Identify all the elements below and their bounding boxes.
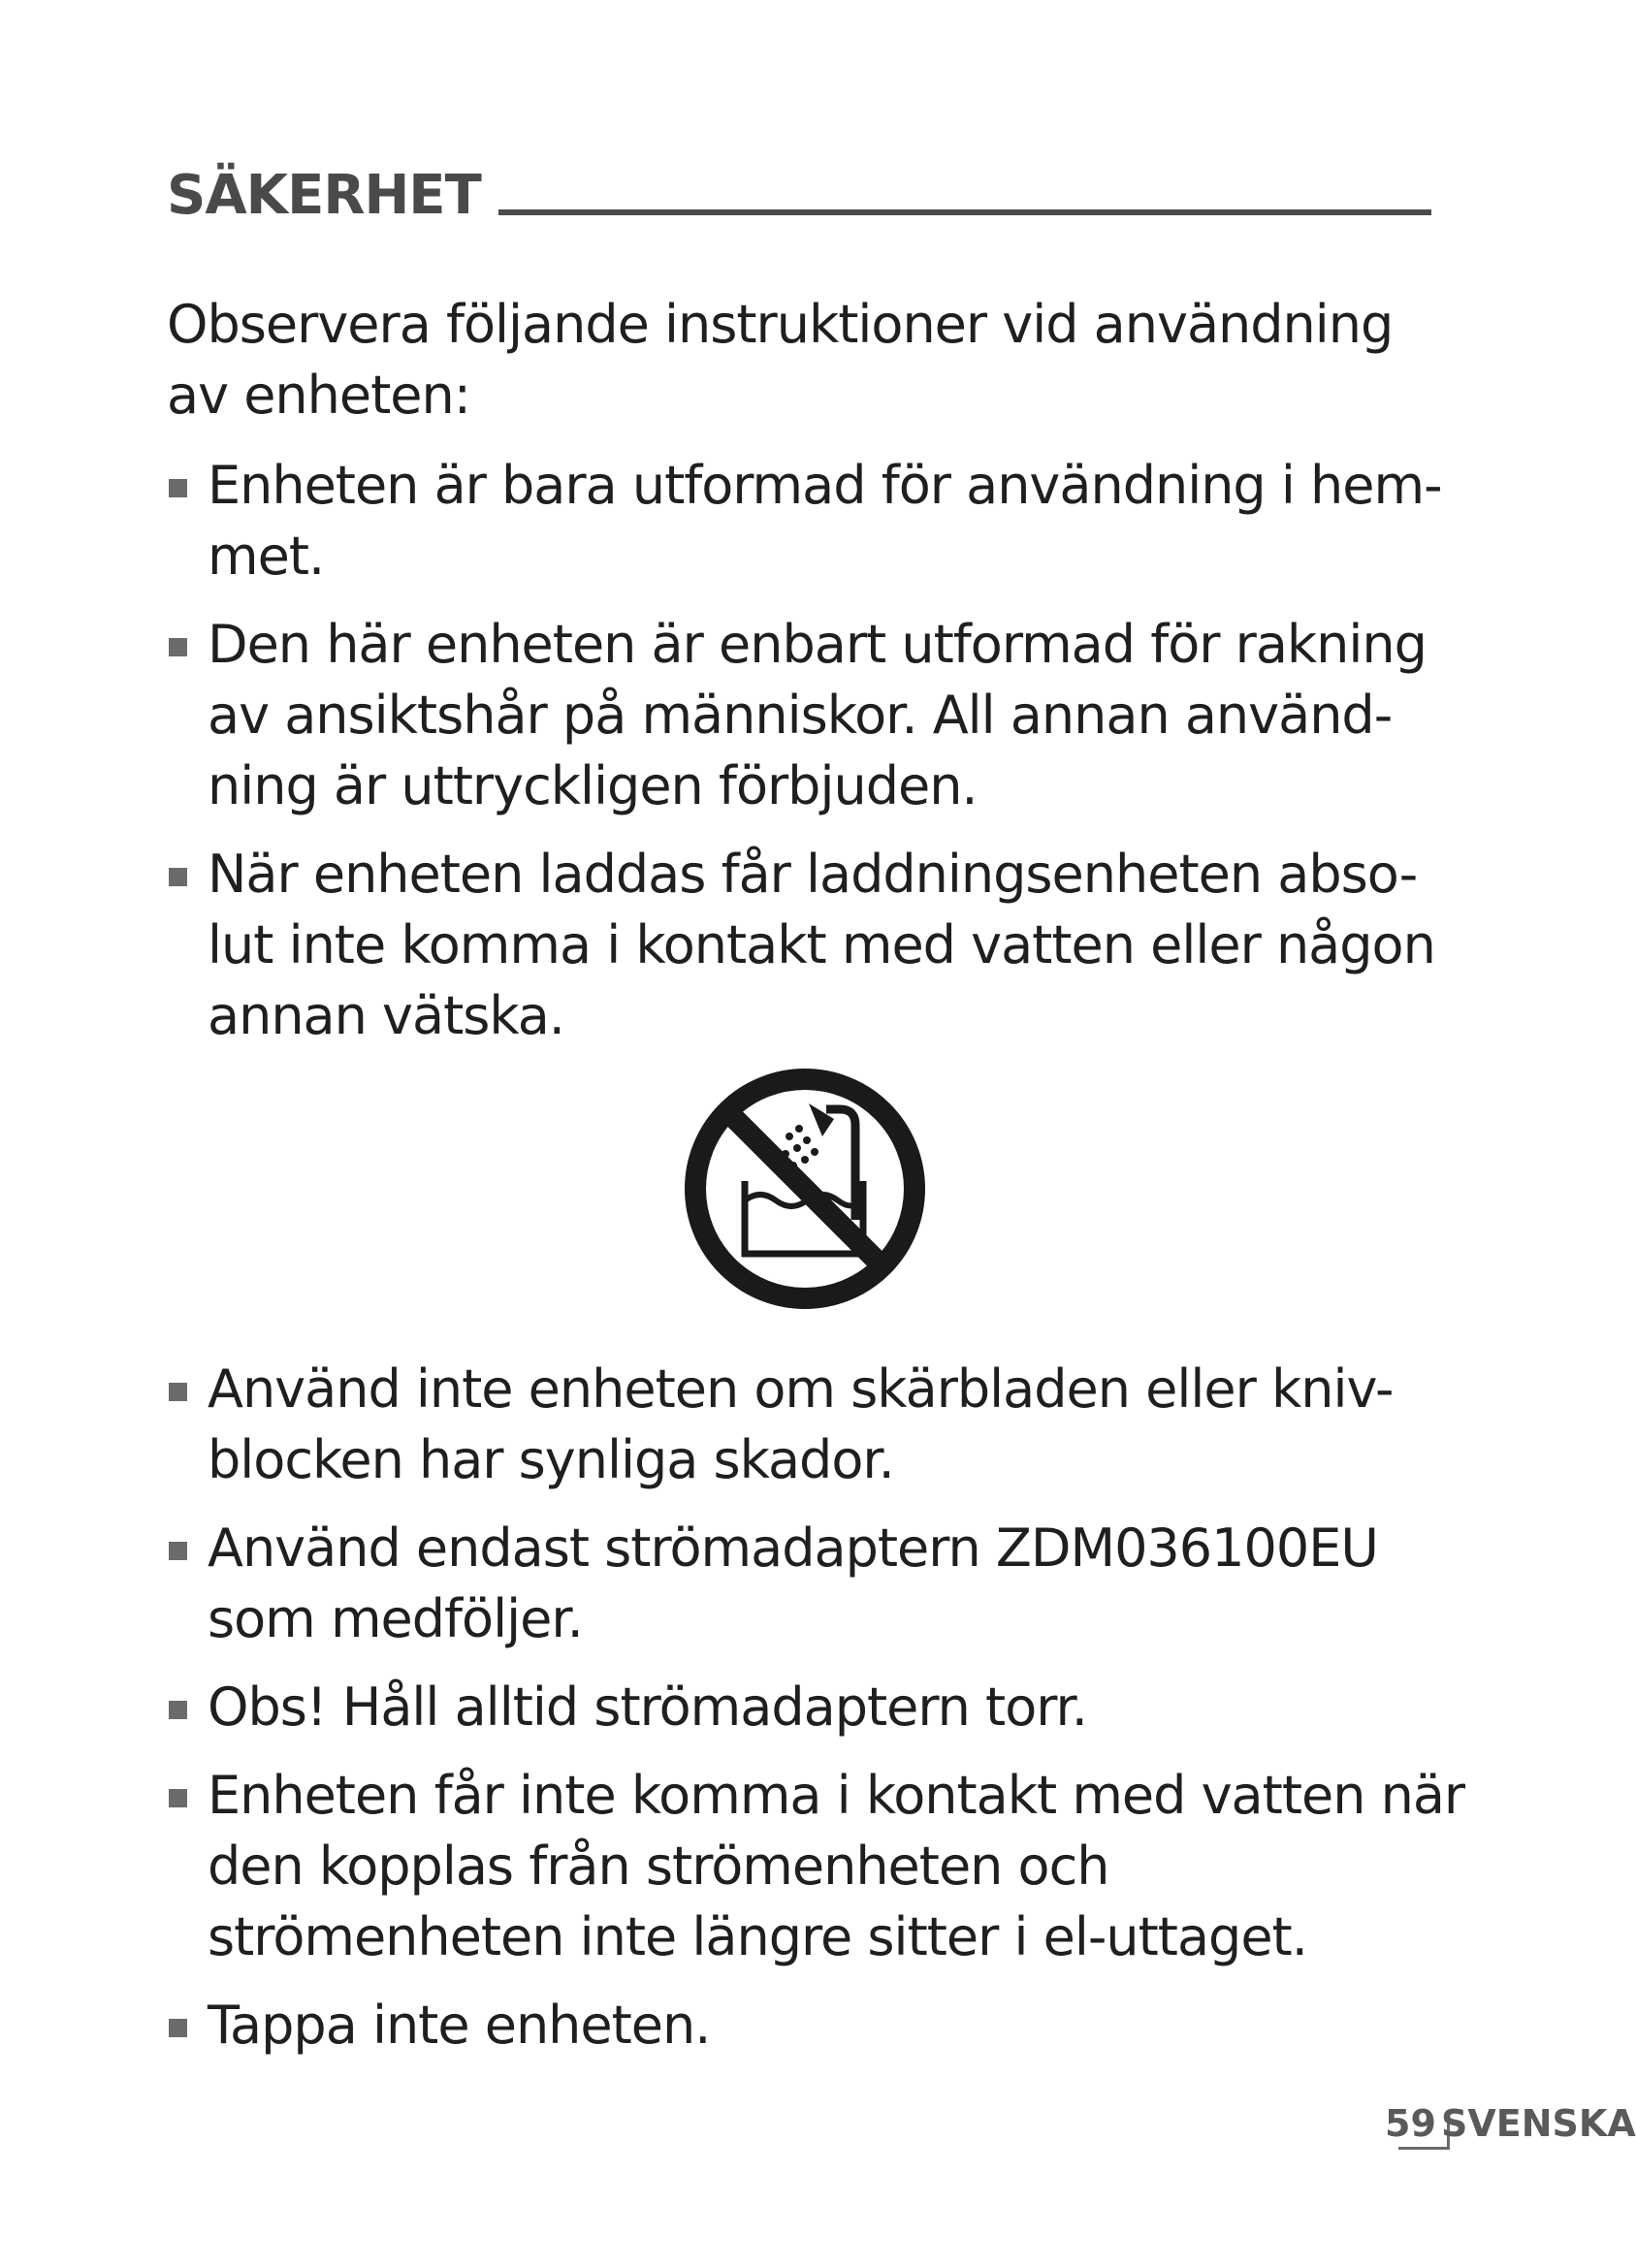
- list-item: [167, 609, 1466, 821]
- bullet-square-icon: [169, 479, 187, 497]
- list-item: [167, 1990, 1466, 2060]
- language-label: SVENSKA: [1441, 2102, 1636, 2145]
- bullet-square-icon: [169, 1542, 187, 1560]
- list-item: [167, 1760, 1466, 1972]
- page-footer: [1385, 2102, 1636, 2160]
- list-item: [167, 1513, 1466, 1654]
- heading-rule: [498, 209, 1431, 215]
- list-item-text: Enheten får inte komma i kontakt med vatten när den kopplas från strömenheten och strömenheten inte längre sitter i el-uttaget.: [208, 1765, 1465, 1967]
- bullet-square-icon: [169, 2019, 187, 2037]
- list-item: [167, 1354, 1466, 1495]
- list-item: [167, 839, 1466, 1051]
- list-item-text: Tappa inte enheten.: [208, 1995, 711, 2056]
- intro-paragraph: Observera följande instruktioner vid användning av enheten:: [167, 294, 1394, 426]
- list-item-text: Obs! Håll alltid strömadaptern torr.: [208, 1677, 1087, 1738]
- bullet-square-icon: [169, 638, 187, 656]
- bullet-square-icon: [169, 1383, 187, 1401]
- list-item-text: När enheten laddas får laddningsenheten abso-lut inte komma i kontakt med vatten eller någon annan vätska.: [208, 844, 1435, 1046]
- safety-list-bottom: [167, 1354, 1466, 2078]
- section-heading: SÄKERHET: [167, 164, 481, 227]
- section-heading-row: [167, 145, 1431, 227]
- list-item-text: Enheten är bara utformad för användning i hem-met.: [208, 455, 1442, 587]
- bullet-square-icon: [169, 1789, 187, 1807]
- list-item-text: Använd inte enheten om skärbladen eller kniv-blocken har synliga skador.: [208, 1358, 1394, 1490]
- no-water-contact-icon: [681, 1065, 929, 1313]
- list-item-text: Använd endast strömadaptern ZDM036100EU som medföljer.: [208, 1517, 1378, 1649]
- bullet-square-icon: [169, 1701, 187, 1719]
- safety-list-top: [167, 450, 1466, 1069]
- bullet-square-icon: [169, 868, 187, 886]
- list-item: [167, 1672, 1466, 1742]
- list-item: [167, 450, 1466, 591]
- list-item-text: Den här enheten är enbart utformad för rakning av ansiktshår på människor. All annan använd-ning är uttryckligen förbjuden.: [208, 614, 1427, 816]
- page-number: 59: [1385, 2102, 1436, 2145]
